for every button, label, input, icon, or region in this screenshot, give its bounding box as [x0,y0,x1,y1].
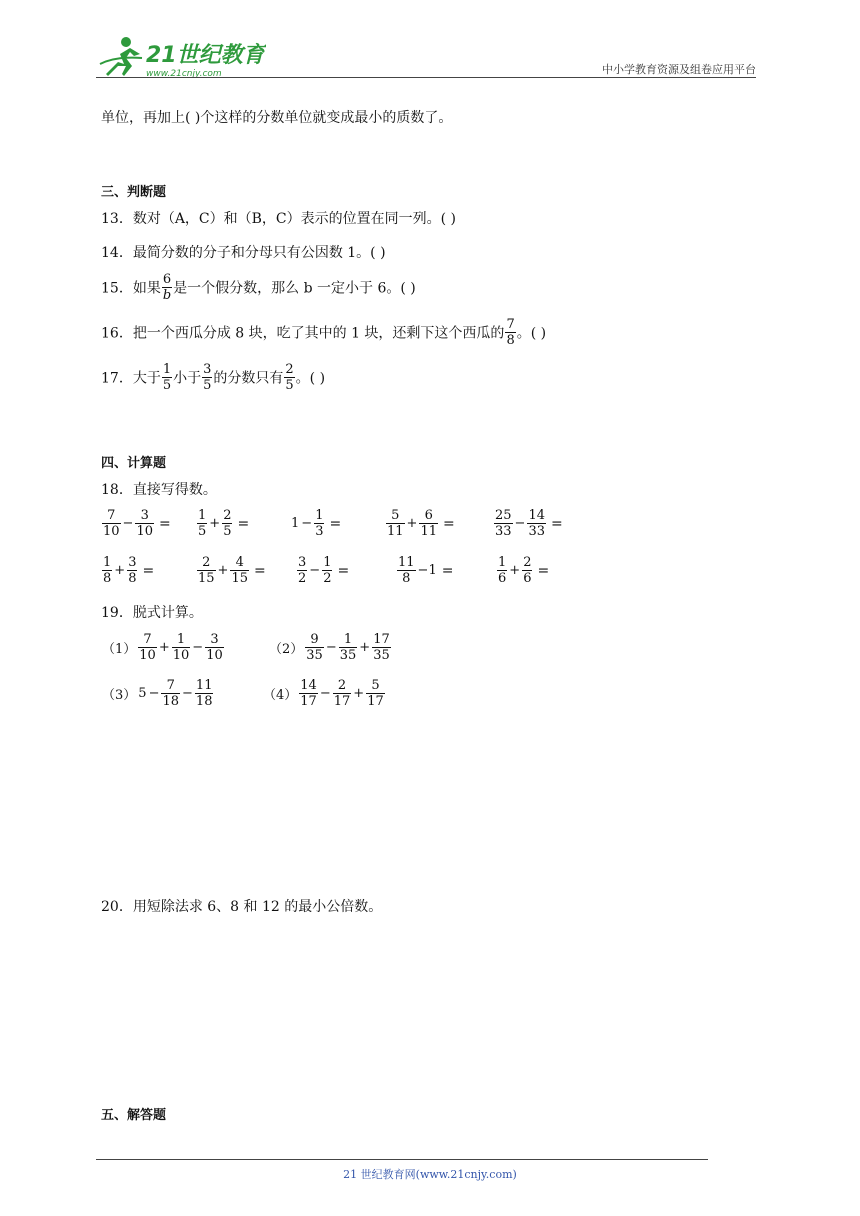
fraction [522,555,532,586]
fraction [162,272,172,303]
svg-text:21世纪教育: 21世纪教育 [146,43,265,68]
fraction [197,508,207,539]
question-14: 14．最简分数的分子和分母只有公因数 1。( ) [101,245,386,261]
fraction [322,555,332,586]
q18-expr [496,555,549,586]
fraction [195,678,214,709]
denominator: 5 [162,378,172,393]
operator: − [182,686,193,701]
numerator: 3 [135,508,154,524]
equals: = [254,562,266,579]
numerator: 4 [230,555,249,571]
numerator: 1 [315,508,324,523]
question-20: 20．用短除法求 6、8 和 12 的最小公倍数。 [101,899,383,915]
item-label: （2） [269,642,304,657]
denominator: 18 [195,694,213,709]
denominator: 6 [498,571,507,586]
fraction [102,555,112,586]
q18-expr [101,555,154,586]
site-logo [96,34,266,80]
q18-expr [396,555,453,586]
equals: = [441,562,454,579]
numerator: 7 [102,508,121,524]
operator: + [353,686,365,701]
numerator: 14 [300,678,317,693]
equals: = [443,515,455,532]
denominator: 5 [285,378,294,393]
operator: + [406,516,418,531]
denominator: 17 [300,694,317,709]
denominator: 11 [387,524,404,539]
fraction [505,317,515,348]
fraction [497,555,507,586]
denominator: 8 [103,571,112,586]
q17-mid2: 的分数只有 [213,370,284,387]
denominator: 15 [231,571,248,586]
fraction [397,555,416,586]
numerator: 1 [162,362,172,377]
numerator: 9 [305,632,324,648]
q19-item-2 [268,632,392,663]
denominator: 35 [373,648,390,663]
fraction [305,632,324,663]
operator: − [148,686,160,701]
q18-expr [385,508,455,539]
denominator: 5 [223,524,232,539]
question-15 [101,272,416,303]
numerator: 3 [203,362,212,377]
numerator: 11 [398,555,415,570]
section-title-answers: 五、解答题 [101,1108,167,1123]
denominator: 33 [495,524,512,539]
denominator: 10 [136,524,153,539]
fraction [135,508,154,539]
fraction [314,508,324,539]
equals: = [329,515,342,532]
section-title-judgement: 三、判断题 [101,185,167,200]
whole-number: 5 [138,686,147,701]
equals: = [337,562,350,579]
denominator: 10 [139,648,156,663]
item-label: （1） [102,642,137,657]
denominator: 17 [367,694,384,709]
denominator: 33 [528,524,545,539]
question-19: 19．脱式计算。 [101,605,203,621]
fraction [230,555,249,586]
denominator: 8 [128,571,137,586]
q18-expr [196,508,249,539]
whole-number: 1 [291,516,300,531]
denominator: 35 [339,648,357,663]
header-rule [96,77,756,78]
section-title-calculation: 四、计算题 [101,456,167,471]
numerator: 3 [205,632,224,648]
operator: − [325,640,337,655]
numerator: 7 [506,317,515,332]
denominator: 17 [333,694,351,709]
numerator: 11 [195,678,213,693]
fraction [372,632,391,663]
q17-prefix: 17．大于 [101,370,161,387]
variable-b: b [162,288,172,303]
footer-site-link[interactable]: 21 世纪教育网(www.21cnjy.com) [343,1168,517,1181]
denominator: 6 [523,571,532,586]
denominator: 18 [162,694,180,709]
operator: − [514,516,526,531]
header-platform-text: 中小学教育资源及组卷应用平台 [602,63,756,76]
denominator: 8 [402,571,411,586]
numerator: 5 [366,678,385,694]
numerator: 6 [419,508,438,524]
denominator [162,288,172,303]
denominator: 3 [315,524,324,539]
runner-logo-icon [96,34,266,80]
operator: + [217,563,229,578]
numerator: 25 [495,508,512,523]
q18-expr [290,508,341,539]
footer-rule [96,1159,708,1160]
numerator: 2 [285,362,294,377]
numerator: 7 [161,678,180,694]
operator: + [158,640,170,655]
numerator: 1 [339,632,358,648]
fraction [366,678,385,709]
q15-prefix: 15．如果 [101,280,161,297]
q19-item-1 [101,632,225,663]
denominator: 10 [103,524,120,539]
question-17 [101,362,325,393]
q18-expr [196,555,266,586]
numerator: 2 [333,678,352,694]
denominator: 10 [206,648,223,663]
fraction [102,508,121,539]
denominator: 8 [506,333,515,348]
q15-suffix: 是一个假分数，那么 b 一定小于 6。( ) [173,280,416,297]
q18-expr [101,508,171,539]
q12-continuation: 单位，再加上( )个这样的分数单位就变成最小的质数了。 [101,110,453,126]
q19-item-4 [262,678,386,709]
fraction [202,362,212,393]
q18-expr [493,508,563,539]
operator: − [122,516,134,531]
fraction [284,362,294,393]
equals: = [537,562,550,579]
question-16 [101,317,546,348]
fraction [138,632,157,663]
fraction [386,508,405,539]
fraction [333,678,352,709]
operator: − [192,640,204,655]
fraction [419,508,438,539]
fraction [127,555,137,586]
numerator: 2 [197,555,216,571]
denominator: 15 [198,571,215,586]
question-13: 13．数对（A，C）和（B，C）表示的位置在同一列。( ) [101,211,457,227]
equals: = [142,562,155,579]
denominator: 5 [203,378,212,393]
fraction [297,555,307,586]
q16-prefix: 16．把一个西瓜分成 8 块，吃了其中的 1 块，还剩下这个西瓜的 [101,325,505,342]
operator: − [319,686,331,701]
numerator: 14 [528,508,545,523]
operator: −1 [417,563,437,578]
denominator: 10 [172,648,190,663]
item-label: （3） [102,688,137,703]
numerator: 1 [498,555,507,570]
numerator: 6 [162,272,172,287]
numerator: 5 [386,508,405,524]
q19-item-3 [101,678,214,709]
fraction [339,632,358,663]
denominator: 35 [306,648,323,663]
denominator: 11 [420,524,437,539]
fraction [222,508,232,539]
question-18: 18．直接写得数。 [101,482,217,498]
q16-suffix: 。( ) [516,325,547,342]
numerator: 17 [373,632,390,647]
fraction [172,632,191,663]
numerator: 1 [103,555,112,570]
q17-suffix: 。( ) [295,370,326,387]
operator: − [309,563,321,578]
numerator: 1 [172,632,191,648]
operator: + [509,563,521,578]
denominator: 5 [198,524,207,539]
q17-mid1: 小于 [173,370,202,387]
svg-text:www.21cnjy.com: www.21cnjy.com [146,69,222,79]
numerator: 1 [198,508,207,523]
numerator: 2 [523,555,532,570]
operator: + [114,563,126,578]
q18-expr [296,555,349,586]
numerator: 2 [223,508,232,523]
fraction [161,678,180,709]
numerator: 1 [323,555,332,570]
numerator: 7 [138,632,157,648]
denominator: 2 [298,571,307,586]
equals: = [551,515,563,532]
fraction [205,632,224,663]
operator: − [301,516,313,531]
numerator: 3 [128,555,137,570]
fraction [299,678,318,709]
equals: = [237,515,250,532]
numerator: 3 [298,555,307,570]
equals: = [159,515,171,532]
fraction [527,508,546,539]
fraction [162,362,172,393]
fraction [197,555,216,586]
item-label: （4） [263,688,298,703]
operator: + [359,640,371,655]
fraction [494,508,513,539]
denominator: 2 [323,571,332,586]
operator: + [209,516,221,531]
